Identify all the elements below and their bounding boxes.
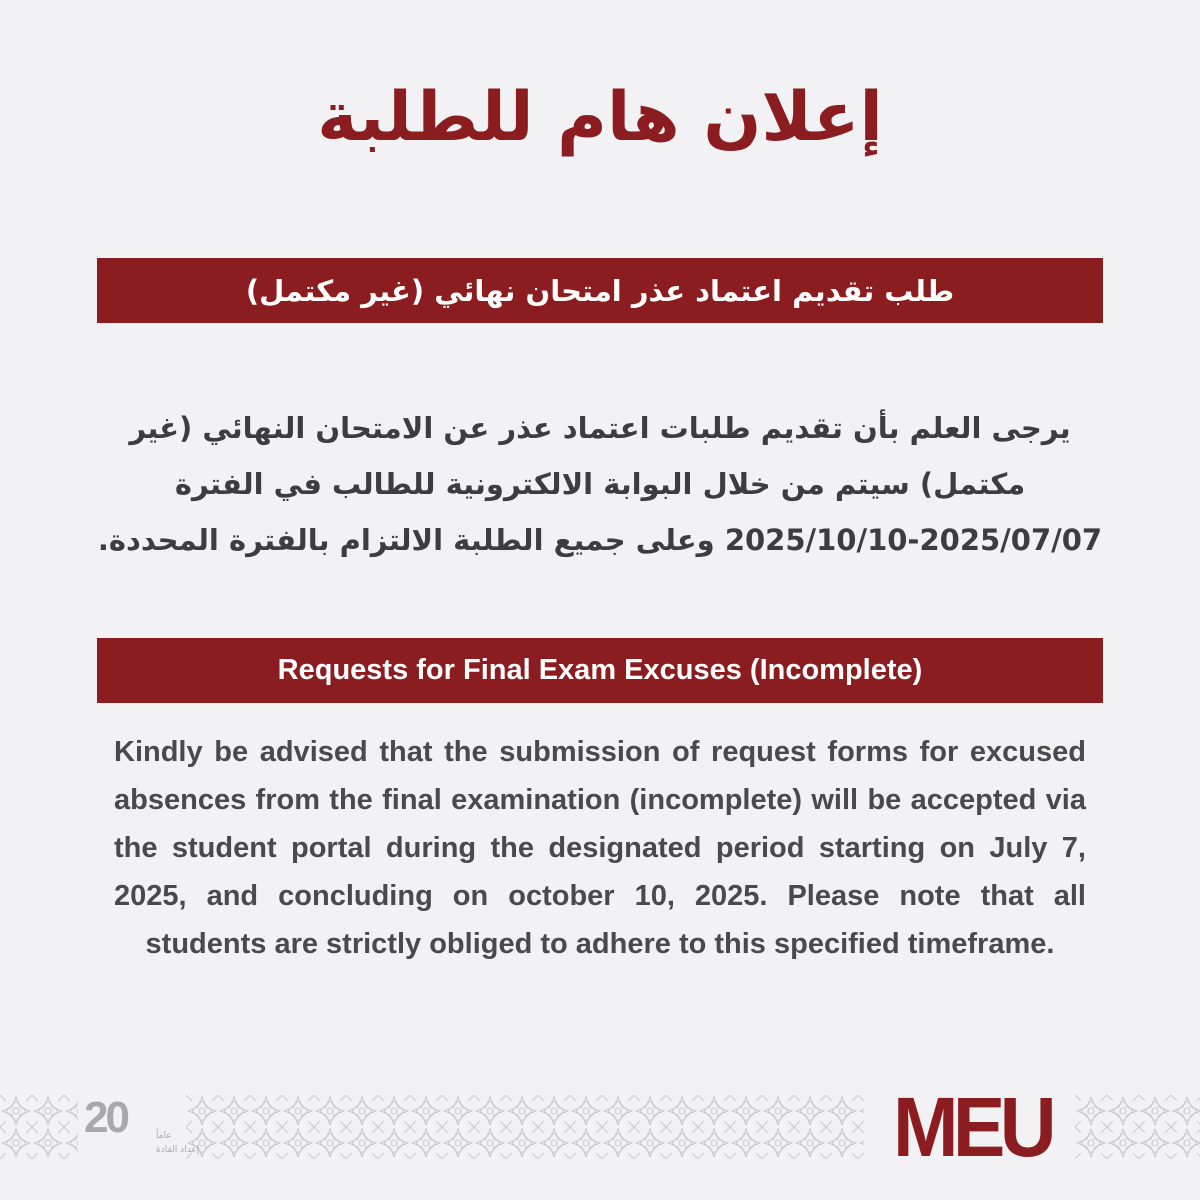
english-announcement-text: Kindly be advised that the submission of request forms for excused absences from the final examination (incomplete) will be accepted via the student portal during the designated period starting on July 7, 2025, and concluding on october 10, 2025. Please note that all students are strictly obliged to adhere to this specified timeframe. [114, 736, 1086, 960]
arabic-section-banner [97, 258, 1103, 323]
geometric-pattern-center [186, 1095, 864, 1159]
meu-logo-text: MEU [893, 1080, 1053, 1174]
page-title: إعلان هام للطلبة [317, 78, 883, 157]
arabic-announcement-text: يرجى العلم بأن تقديم طلبات اعتماد عذر عن الامتحان النهائي (غير مكتمل) سيتم من خلال البوابة الالكترونية للطالب في الفترة 2025/07/07-2025/10/10 وعلى جميع الطلبة الالتزام بالفترة المحددة. [97, 411, 1103, 557]
meu-logo [893, 1080, 1053, 1174]
anniversary-number: 20 [84, 1093, 127, 1142]
english-section-banner [97, 638, 1103, 703]
geometric-pattern-left [0, 1095, 78, 1159]
anniversary-word: عاماً [156, 1131, 172, 1141]
arabic-banner-text: طلب تقديم اعتماد عذر امتحان نهائي (غير مكتمل) [245, 273, 955, 308]
anniversary-logo [84, 1092, 200, 1160]
anniversary-tagline: إعداد القادة [156, 1145, 200, 1155]
geometric-pattern-right [1075, 1095, 1200, 1159]
english-banner-text: Requests for Final Exam Excuses (Incomplete) [277, 654, 923, 686]
